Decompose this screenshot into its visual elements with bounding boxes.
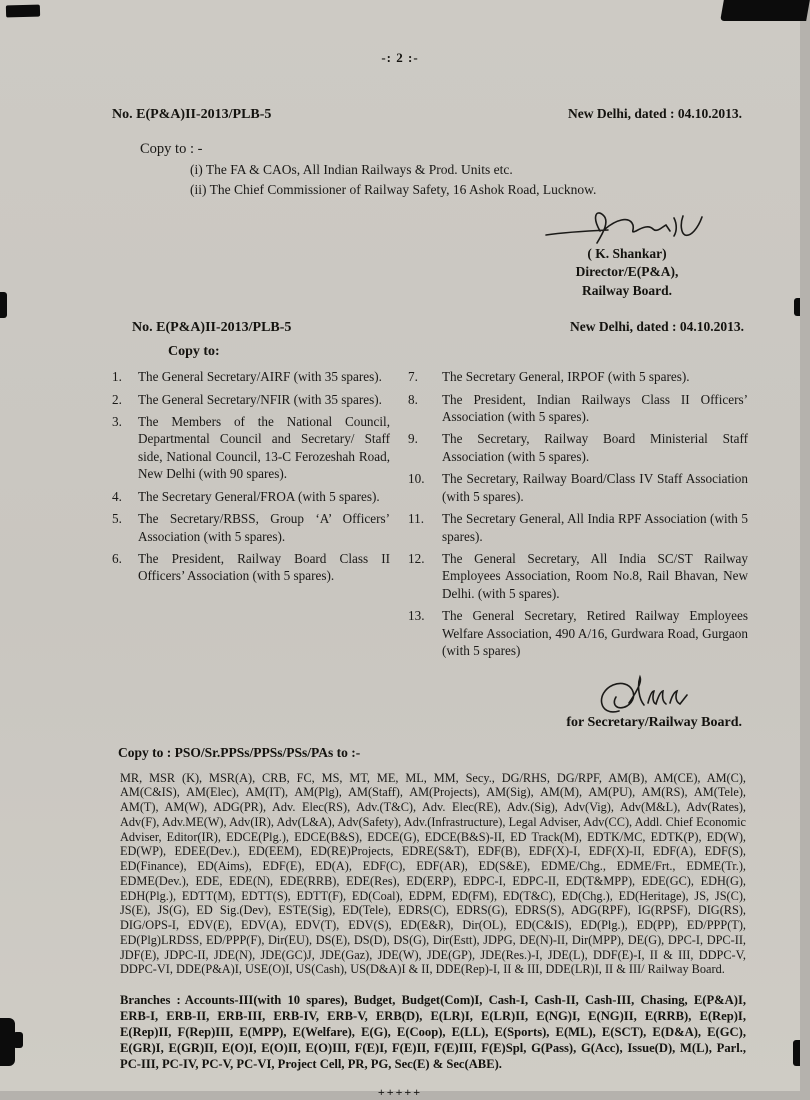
addressee-column-left <box>112 368 390 664</box>
list-item-text: The General Secretary/NFIR (with 35 spares). <box>138 391 382 407</box>
list-item <box>408 470 748 505</box>
list-item <box>112 391 390 408</box>
list-item <box>408 430 748 465</box>
signature-scribble <box>542 205 712 249</box>
pso-copy-to-label: Copy to : PSO/Sr.PPSs/PPSs/PSs/PAs to :- <box>118 744 361 760</box>
list-item-number: 13. <box>408 608 425 624</box>
addressee-column-right <box>408 368 748 664</box>
scan-artifact-bottom-left-2 <box>13 1032 23 1048</box>
list-item <box>112 488 390 505</box>
branches-label: Branches : <box>120 993 181 1007</box>
list-item-number: 9. <box>408 431 418 447</box>
list-item-text: The Secretary General, All India RPF Association (with 5 spares). <box>442 511 748 544</box>
list-item-text: The President, Indian Railways Class II Officers’ Association (with 5 spares). <box>442 391 748 425</box>
section1-header <box>112 106 742 123</box>
reference-number: No. E(P&A)II-2013/PLB-5 <box>132 320 292 336</box>
scan-artifact-right-middle <box>794 298 800 316</box>
branches-list: Accounts-III(with 10 spares), Budget, Budget(Com)I, Cash-I, Cash-II, Cash-III, Chasing, E(P&A)I, ERB-I, ERB-II, ERB-III, ERB-IV, ERB-V, ERB(D), E(LR)I, E(LR)II, E(NG)I, E(NG)II, E(RRB), E(Rep)I, E(Rep)II, F(Rep)III, E(MPP), E(Welfare), E(G), E(Coop), E(LL), E(Sports), E(ML), E(SCT), E(D&A), E(GC), E(GR)I, E(GR)II, E(O)I, E(O)II, E(O)III, F(E)I, F(E)II, F(E)III, F(E)Spl, G(Pass), G(Acc), Issue(D), M(L), Parl., PC-III, PC-IV, PC-V, PC-VI, Project Cell, PR, PG, Sec(E) & Sec(ABE). <box>120 993 746 1072</box>
list-item <box>112 550 390 585</box>
list-item-text: The Secretary General/FROA (with 5 spares). <box>138 488 380 504</box>
list-item-text: The Secretary, Railway Board Ministerial Staff Association (with 5 spares). <box>442 431 748 464</box>
reference-number: No. E(P&A)II-2013/PLB-5 <box>112 107 272 122</box>
signature-block-1 <box>512 205 742 302</box>
list-item <box>408 607 748 659</box>
signatory <box>512 245 742 302</box>
list-item-number: 8. <box>408 391 418 407</box>
pso-distribution-list: MR, MSR (K), MSR(A), CRB, FC, MS, MT, ME, ML, MM, Secy., DG/RHS, DG/RPF, AM(B), AM(CE), AM(C), AM(C&IS), AM(Elec), AM(IT), AM(Plg), AM(Staff), AM(Projects), AM(Sig), AM(M), AM(PU), AM(RS), AM(Tele), AM(T), AM(W), ADG(PR), Adv. Elec(RS), Adv.(T&C), Adv. Elec(RE), Adv.(Sig), Adv(Vig), Adv(M&L), Adv(Rates), Adv(F), Adv.ME(W), Adv(IR), Adv(L&A), Adv(Safety), Adv.(Infrastructure), Legal Adviser, Adv(CC), Addl. Chief Economic Adviser, Editor(IR), EDCE(Plg.), EDCE(B&S), EDCE(G), EDCE(B&S)-II, ED Track(M), EDTK/MC, EDTK(P), ED(W), ED(WP), EDEE(Dev.), ED(EEM), ED(RE)Projects, EDRE(S&T), EDF(B), EDF(X)-I, EDF(X)-II, EDF(A), EDF(S), ED(Finance), ED(Aims), EDF(E), ED(A), EDF(C), EDF(AR), ED(S&E), EDME/Chg., EDME/Frt., EDME(Tr.), EDME(Dev.), EDE, EDE(N), EDE(RRB), EDE(Res), ED(ERP), EDPC-I, EDPC-II, ED(T&MPP), EDE(GC), EDH(G), EDH(Plg.), EDTT(M), EDTT(S), EDTT(F), ED(Coal), EDPM, ED(FM), ED(T&C), ED(Chg.), ED(Heritage), JS, JS(C), JS(E), JS(G), ED Sig.(Dev), ESTE(Sig), ED(Tele), EDRS(C), EDRS(G), EDRS(S), ADG(RPF), IG(RPSF), DIG(RS), DIG/OPS-I, EDV(E), EDV(A), EDV(T), EDV(S), ED(E&R), Dir(OL), ED(C&IS), ED(Plg.), ED(PP), ED/PPP(T), ED(Plg)LRDSS, ED/PPP(F), Dir(EU), DS(E), DS(D), DS(G), Dir(Estt), JDPG, DE(N)-II, Dir(MPP), DE(G), DPC-I, DPC-II, JDF(E), JDPC-II, JDE(N), JDE(GC)J, JDE(Gaz), JDE(W), JDE(GP), JDE(Res.)-I, JDE(L), DDF(E)-I, II & III, DDPC-V, DDPC-VI, DDE(P&A)I, USE(O)I, US(Cash), US(D&A)I & II, DDE(Rep)-I, II & III, DDE(LR)I, II & III/ Railway Board. <box>120 770 746 977</box>
list-item <box>112 413 390 483</box>
list-item-text: The Secretary/RBSS, Group ‘A’ Officers’ Association (with 5 spares). <box>138 511 390 544</box>
list-item-number: 11. <box>408 511 424 527</box>
list-item-text: The Secretary, Railway Board/Class IV Staff Association (with 5 spares). <box>442 471 748 504</box>
list-item-number: 2. <box>112 391 122 407</box>
list-item <box>408 391 748 426</box>
signature-block-2 <box>544 673 744 719</box>
copy-to-label: Copy to : - <box>140 141 203 157</box>
list-item-text: The Secretary General, IRPOF (with 5 spares). <box>442 369 690 385</box>
scan-artifact-top-left <box>6 5 40 18</box>
signatory-designation: Director/E(P&A), <box>575 264 679 280</box>
list-item-text: The President, Railway Board Class II Officers’ Association (with 5 spares). <box>138 550 390 584</box>
list-item <box>408 510 748 545</box>
list-item <box>408 368 748 385</box>
list-item-number: 5. <box>112 511 122 527</box>
page-number: -: 2 :- <box>381 50 419 65</box>
list-item-number: 10. <box>408 471 425 487</box>
branches-paragraph <box>120 992 746 1073</box>
list-item <box>112 368 390 385</box>
scan-artifact-left-middle <box>0 292 7 318</box>
list-item-number: 4. <box>112 488 122 504</box>
signatory-organization: Railway Board. <box>581 283 672 299</box>
copy-to-item: (ii) The Chief Commissioner of Railway Safety, 16 Ashok Road, Lucknow. <box>190 182 597 198</box>
scan-artifact-bottom-right <box>793 1040 800 1066</box>
section2-header <box>132 319 744 336</box>
addressee-list <box>112 368 748 664</box>
copy-to-item: (i) The FA & CAOs, All Indian Railways & Prod. Units etc. <box>190 162 513 177</box>
scan-artifact-top-right <box>720 0 810 21</box>
list-item-text: The General Secretary/AIRF (with 35 spares). <box>138 369 382 385</box>
list-item-text: The General Secretary, Retired Railway Employees Welfare Association, 490 A/16, Gurdwara Road, Gurgaon (with 5 spares) <box>442 608 748 659</box>
list-item-number: 12. <box>408 550 425 566</box>
copy-to-label: Copy to: <box>168 344 220 360</box>
footer-marks: +++++ <box>377 1084 423 1099</box>
signatory-name: ( K. Shankar) <box>587 245 667 261</box>
list-item-text: The General Secretary, All India SC/ST Railway Employees Association, Room No.8, Rail Bhavan, New Delhi. (with 5 spares). <box>442 550 748 601</box>
list-item-number: 1. <box>112 369 122 385</box>
copy-to-list <box>190 160 800 201</box>
list-item-number: 6. <box>112 550 122 566</box>
dateline: New Delhi, dated : 04.10.2013. <box>570 319 744 335</box>
list-item-text: The Members of the National Council, Departmental Council and Secretary/ Staff side, National Council, 13-C Ferozeshah Road, New Delhi (with 90 spares). <box>138 414 390 482</box>
list-item-number: 7. <box>408 369 418 385</box>
list-item <box>112 510 390 545</box>
signature-scribble <box>589 673 699 719</box>
signoff: for Secretary/Railway Board. <box>566 714 742 730</box>
list-item <box>408 550 748 602</box>
dateline: New Delhi, dated : 04.10.2013. <box>568 106 742 121</box>
list-item-number: 3. <box>112 414 122 430</box>
